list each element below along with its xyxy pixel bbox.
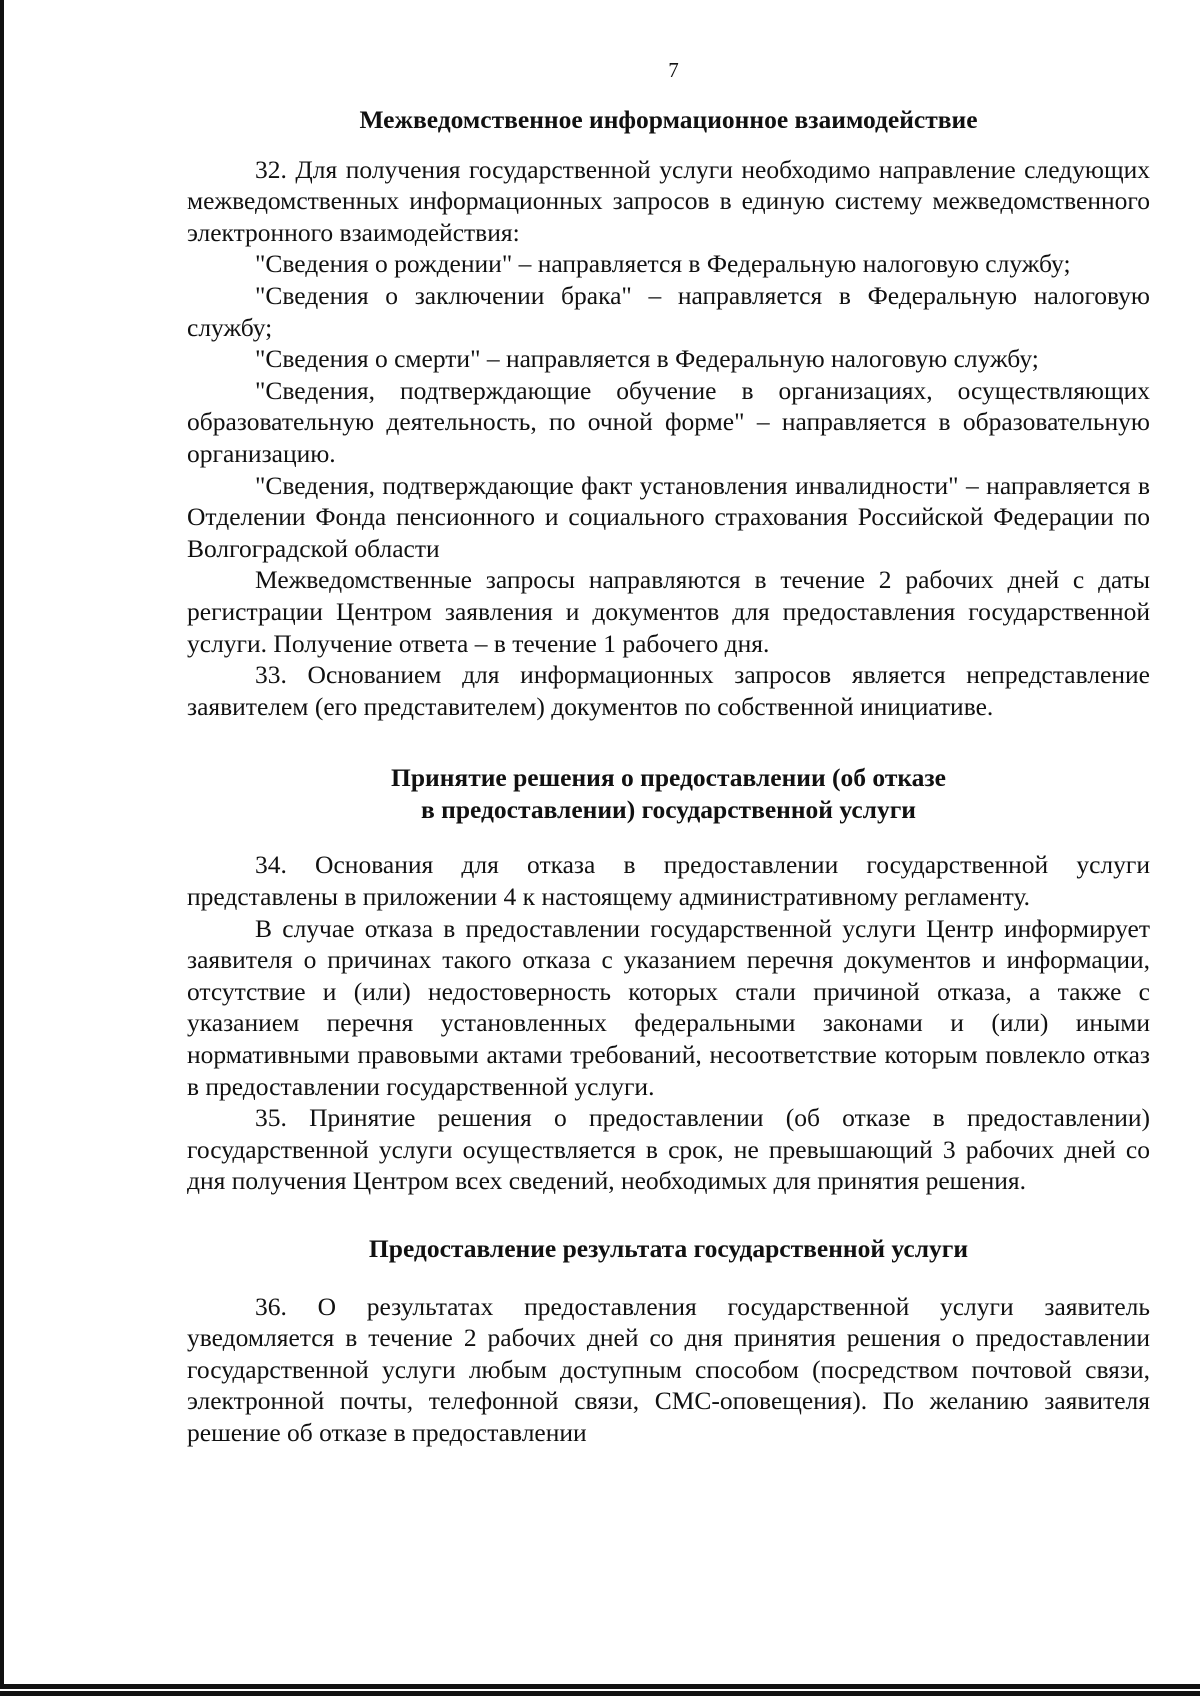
paragraph-birth-info: "Сведения о рождении" – направляется в Федеральную налоговую службу; xyxy=(255,249,1071,279)
paragraph-34: 34. Основания для отказа в предоставлении государственной услуги представлены в приложении 4 к настоящему административному регламенту. xyxy=(187,850,1150,912)
paragraph-education-info: "Сведения, подтверждающие обучение в организациях, осуществляющих образовательную деятельность, по очной форме" – направляется в образовательную организацию. xyxy=(187,375,1150,468)
paragraph-request-terms: Межведомственные запросы направляются в течение 2 рабочих дней с даты регистрации Центром заявления и документов для предоставления государственной услуги. Получение ответа – в течение 1 рабочего дня. xyxy=(187,565,1150,658)
scan-left-edge xyxy=(0,0,4,1696)
paragraph-disability-info: "Сведения, подтверждающие факт установления инвалидности" – направляется в Отделении Фонда пенсионного и социального страхования Российской Федерации по Волгоградской области xyxy=(187,470,1150,563)
paragraph-36: 36. О результатах предоставления государственной услуги заявитель уведомляется в течение 2 рабочих дней со дня принятия решения о предоставлении государственной услуги любым доступным способом (посредством почтовой связи, электронной почты, телефонной связи, СМС-оповещения). По желанию заявителя решение об отказе в предоставлении xyxy=(187,1291,1150,1447)
section-heading-decision-line1: Принятие решения о предоставлении (об отказе xyxy=(391,763,946,793)
section-heading-decision-line2: в предоставлении) государственной услуги xyxy=(421,794,916,824)
page-number: 7 xyxy=(668,58,679,82)
paragraph-33: 33. Основанием для информационных запросов является непредставление заявителем (его представителем) документов по собственной инициативе. xyxy=(187,660,1150,721)
section-heading-decision xyxy=(187,762,1150,825)
section-heading-result: Предоставление результата государственной услуги xyxy=(368,1234,969,1263)
paragraph-marriage-info: "Сведения о заключении брака" – направляется в Федеральную налоговую службу; xyxy=(187,280,1150,342)
scan-bottom-gap xyxy=(0,1689,1200,1691)
section-heading-interagency: Межведомственное информационное взаимодействие xyxy=(359,105,978,134)
paragraph-32: 32. Для получения государственной услуги необходимо направление следующих межведомственных информационных запросов в единую систему межведомственного электронного взаимодействия: xyxy=(187,154,1150,247)
paragraph-death-info: "Сведения о смерти" – направляется в Федеральную налоговую службу; xyxy=(255,344,1039,374)
paragraph-refusal-case: В случае отказа в предоставлении государственной услуги Центр информирует заявителя о причинах такого отказа с указанием перечня документов и информации, отсутствие и (или) недостоверность которых стали причиной отказа, а также с указанием перечня установленных федеральными законами и (или) иными нормативными правовыми актами требований, несоответствие которым повлекло отказ в предоставлении государственной услуги. xyxy=(187,913,1150,1101)
document-page xyxy=(187,56,1150,1449)
paragraph-35: 35. Принятие решения о предоставлении (об отказе в предоставлении) государственной услуги осуществляется в срок, не превышающий 3 рабочих дней со дня получения Центром всех сведений, необходимых для принятия решения. xyxy=(187,1103,1150,1196)
